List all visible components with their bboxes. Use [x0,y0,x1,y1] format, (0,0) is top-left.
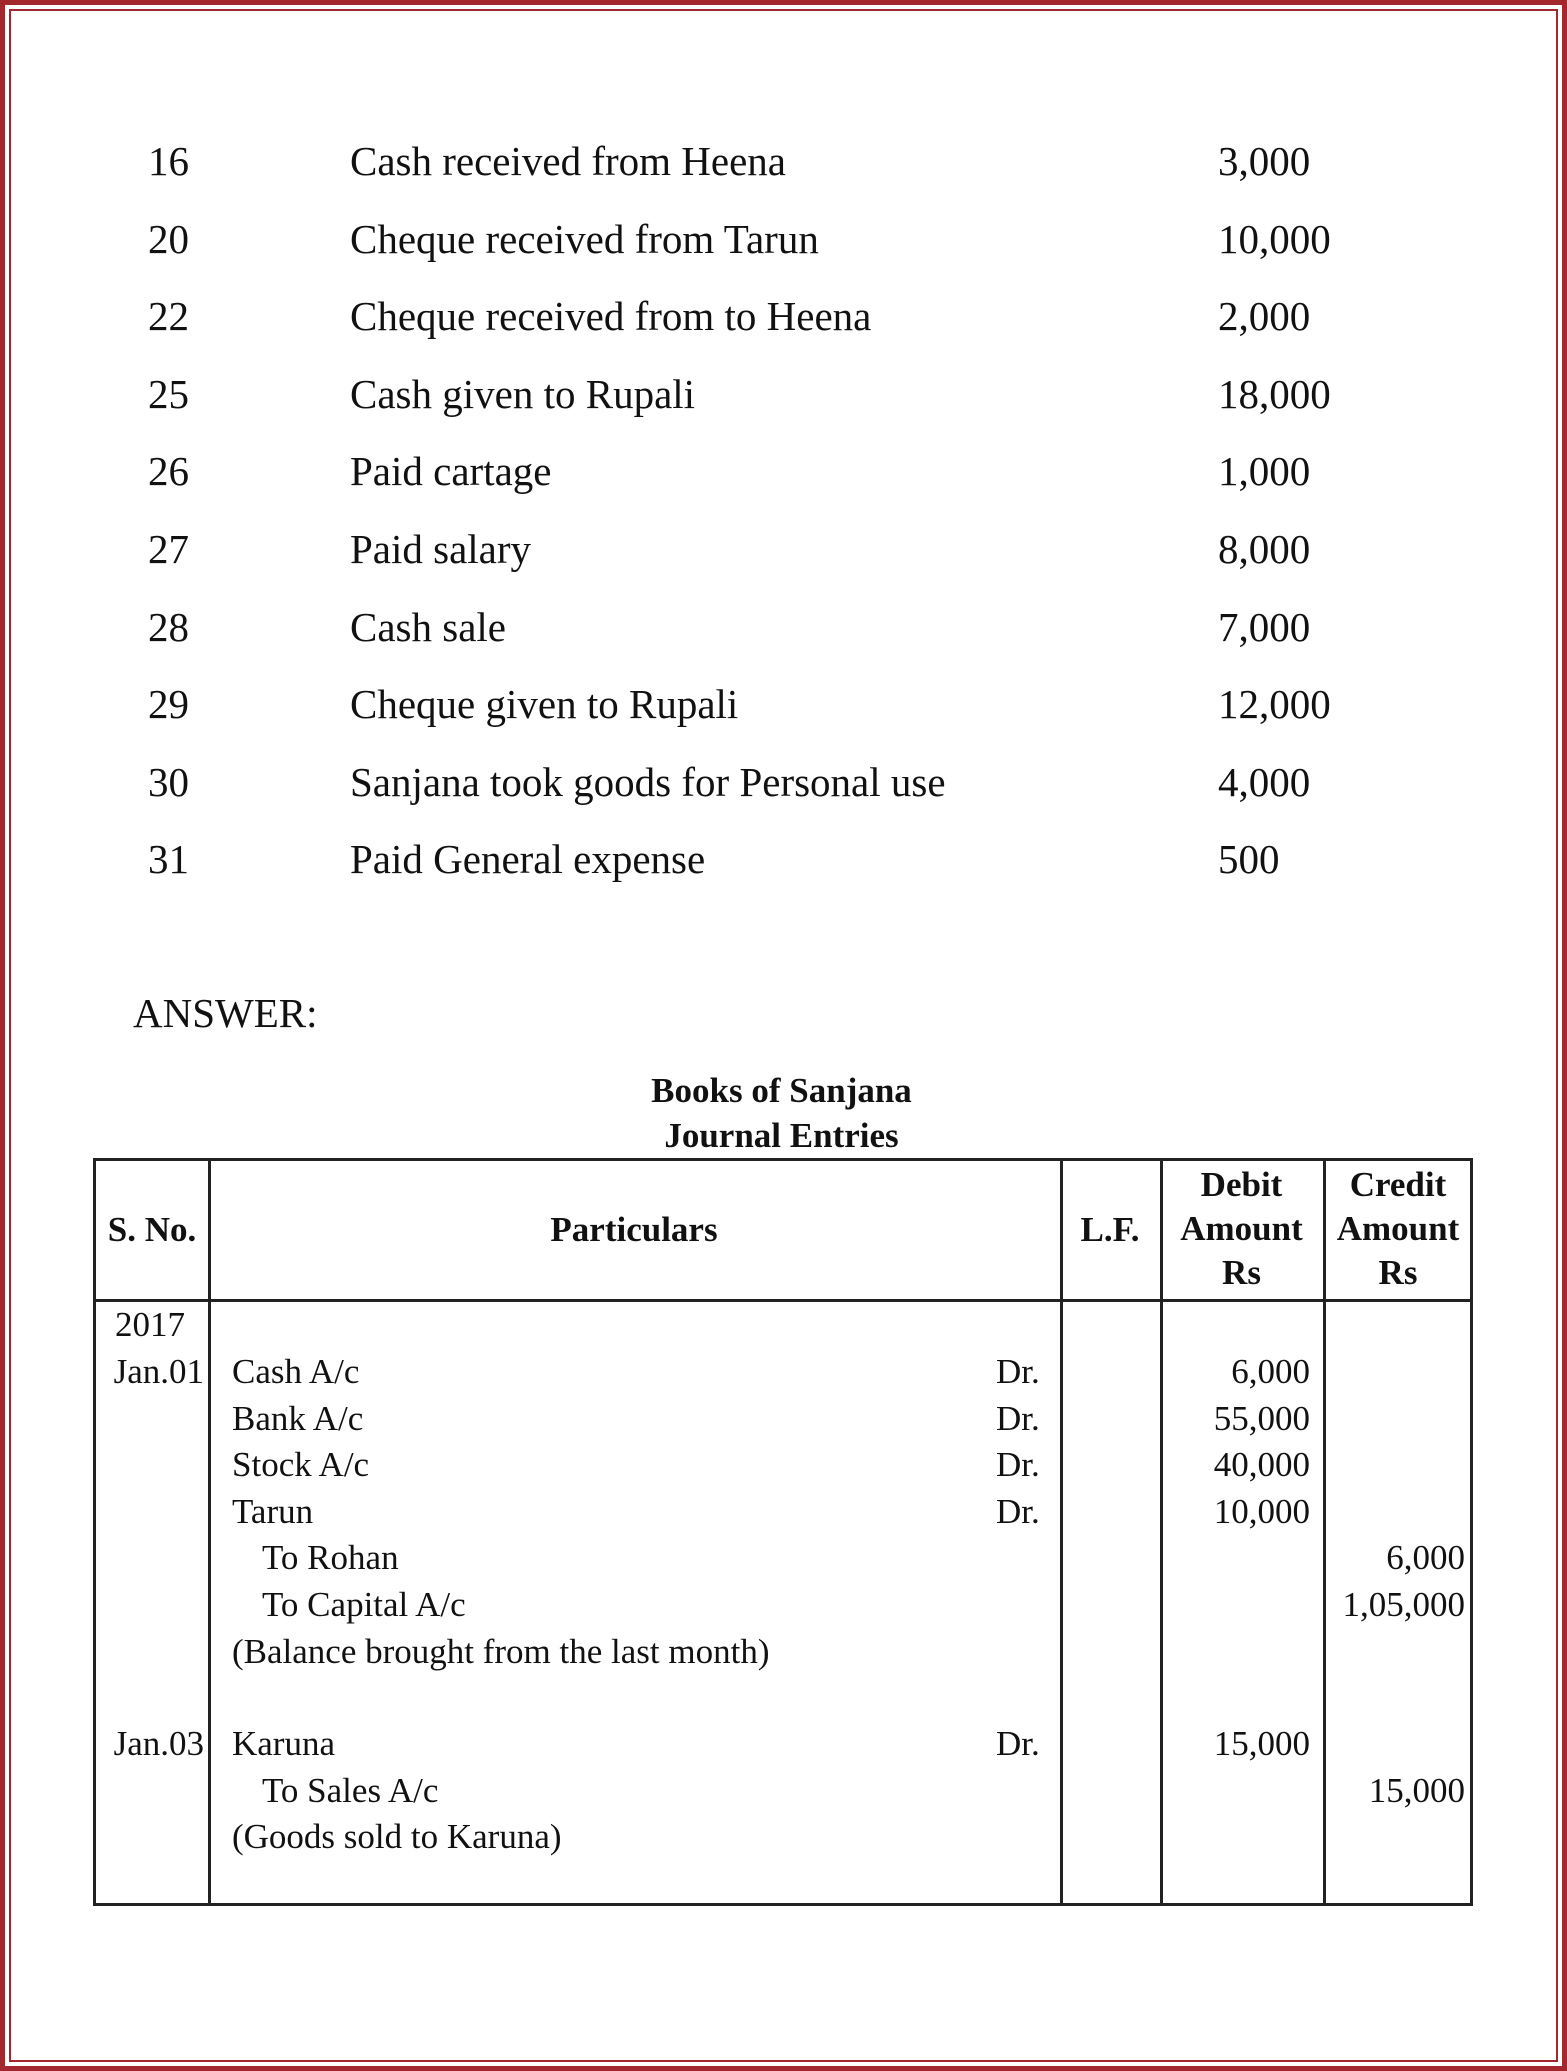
transaction-date: 20 [148,215,189,262]
entry-credit: 15,000 [1368,1770,1465,1810]
transaction-description: Paid General expense [350,836,706,883]
list-item [148,206,1398,284]
entry-dr-marker: Dr. [996,1398,1040,1438]
transaction-description: Cheque received from Tarun [350,215,819,262]
header-divider [96,1299,1470,1302]
header-particulars: Particulars [550,1210,718,1249]
header-credit-line: Credit [1349,1165,1447,1204]
header-debit-line: Rs [1222,1253,1261,1292]
transaction-description: Paid salary [350,525,532,572]
entry-credit: 6,000 [1386,1538,1465,1578]
transaction-description: Paid cartage [350,448,552,495]
header-credit-amount [1323,1163,1473,1295]
list-item [148,438,1398,516]
entry-dr-marker: Dr. [996,1724,1040,1763]
entry-particular: To Capital A/c [262,1585,466,1624]
entry-dr-marker: Dr. [996,1491,1040,1531]
list-item [148,749,1398,827]
entry-particular: To Rohan [262,1538,399,1578]
entry-debit: 55,000 [1213,1398,1310,1438]
entry-dr-marker: Dr. [996,1352,1040,1391]
entry-particular: Karuna [232,1724,336,1763]
header-debit-amount [1160,1163,1323,1295]
list-item [148,128,1398,206]
entry-date: Jan.03 [113,1724,204,1763]
entry-credit: 1,05,000 [1342,1585,1465,1624]
transaction-date: 25 [148,370,189,417]
transaction-amount: 18,000 [1218,370,1331,417]
transaction-amount: 500 [1218,836,1280,883]
transaction-amount: 7,000 [1218,603,1311,650]
transaction-date: 26 [148,448,189,495]
entry-debit: 40,000 [1213,1445,1310,1485]
entry-narration: (Goods sold to Karuna) [232,1817,562,1857]
header-credit-line: Rs [1378,1253,1418,1292]
transaction-description: Cheque given to Rupali [350,681,739,728]
list-item [148,671,1398,749]
transaction-description: Cheque received from to Heena [350,293,872,340]
transaction-description: Cash received from Heena [350,138,786,184]
header-debit-line: Debit [1200,1165,1283,1204]
header-debit-line: Amount [1180,1209,1303,1248]
transaction-amount: 12,000 [1218,681,1331,728]
transaction-amount: 8,000 [1218,525,1311,572]
header-sno: S. No. [107,1210,197,1249]
column-divider [1060,1161,1063,1903]
entry-particular: Bank A/c [232,1398,364,1438]
entry-particular: Cash A/c [232,1352,360,1391]
entry-particular: To Sales A/c [262,1770,439,1810]
list-item [148,826,1398,904]
journal-year: 2017 [115,1305,185,1344]
entry-narration: (Balance brought from the last month) [232,1631,770,1671]
transaction-date: 29 [148,681,189,728]
transaction-amount: 4,000 [1218,758,1311,805]
entry-particular: Stock A/c [232,1445,370,1485]
list-item [148,516,1398,594]
journal-table [93,1158,1473,1906]
entry-date: Jan.01 [113,1352,204,1391]
transaction-date: 30 [148,758,189,805]
transaction-description: Cash given to Rupali [350,370,696,417]
transaction-date: 22 [148,293,189,340]
list-item [148,283,1398,361]
transaction-amount: 1,000 [1218,448,1311,495]
transaction-list [148,128,1398,904]
transaction-description: Sanjana took goods for Personal use [350,758,946,805]
transaction-date: 27 [148,525,189,572]
list-item [148,594,1398,672]
list-item [148,361,1398,439]
transaction-date: 28 [148,603,189,650]
header-credit-line: Amount [1336,1209,1460,1248]
transaction-amount: 10,000 [1218,215,1331,262]
entry-particular: Tarun [232,1491,314,1531]
answer-heading: ANSWER: [133,990,318,1036]
entry-debit: 6,000 [1231,1352,1310,1391]
entry-dr-marker: Dr. [996,1445,1040,1485]
journal-title: Books of Sanjana [651,1071,912,1110]
transaction-date: 16 [148,138,189,184]
transaction-amount: 2,000 [1218,293,1311,340]
header-lf: L.F. [1080,1210,1140,1249]
transaction-amount: 3,000 [1218,138,1311,184]
transaction-description: Cash sale [350,603,506,650]
column-divider [208,1161,211,1903]
entry-debit: 15,000 [1213,1724,1310,1763]
transaction-date: 31 [148,836,189,883]
entry-debit: 10,000 [1213,1491,1310,1531]
journal-subtitle: Journal Entries [664,1116,899,1155]
